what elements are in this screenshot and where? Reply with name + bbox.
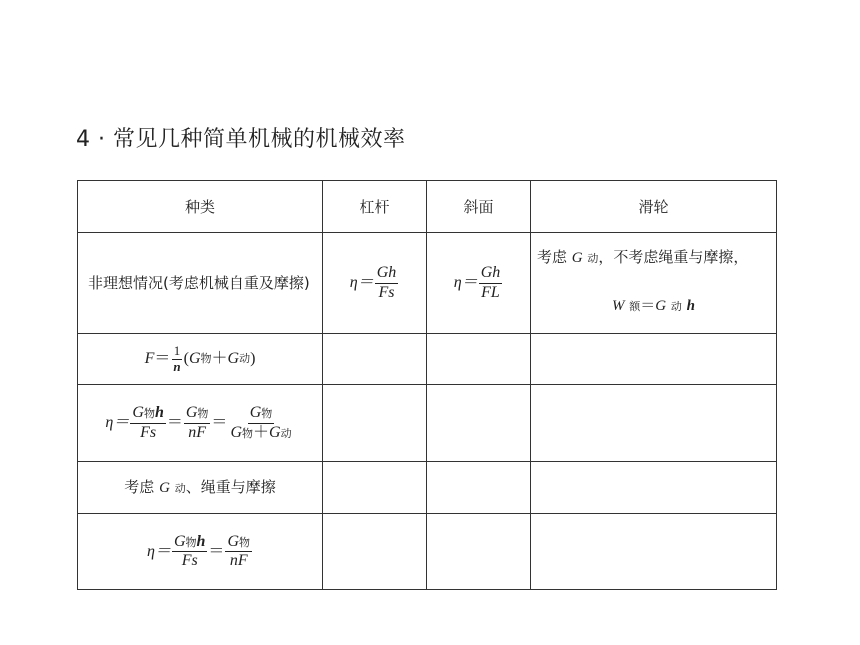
empty-cell xyxy=(427,514,531,590)
non-ideal-label: 非理想情况(考虑机械自重及摩擦) xyxy=(78,233,323,334)
empty-cell xyxy=(427,462,531,514)
extra-work-formula: W 额＝G 动 h xyxy=(611,296,696,314)
empty-cell xyxy=(531,514,777,590)
empty-cell xyxy=(323,385,427,462)
force-formula: F ＝ $\frac{1}{n}$ ( G 物 ＋ G 动 ) xyxy=(78,334,323,385)
table-row xyxy=(78,334,777,385)
pulley-non-ideal-cell xyxy=(531,233,777,334)
empty-cell xyxy=(531,385,777,462)
consider-all-label: 考虑 G 动、绳重与摩擦 xyxy=(78,462,323,514)
table-row xyxy=(78,514,777,590)
header-incline: 斜面 xyxy=(427,181,531,233)
empty-cell xyxy=(323,514,427,590)
empty-cell xyxy=(427,385,531,462)
table-row xyxy=(78,462,777,514)
efficiency-table xyxy=(77,180,777,590)
efficiency-formula-real: η＝ $\frac{\text{G物h}}{Fs}$ ＝ $\frac{\text{G物}}{nF}$ xyxy=(78,514,323,590)
empty-cell xyxy=(427,334,531,385)
incline-efficiency-formula: η＝ $\frac{Gh}{FL}$ xyxy=(427,233,531,334)
table-row xyxy=(78,385,777,462)
header-pulley: 滑轮 xyxy=(531,181,777,233)
header-lever: 杠杆 xyxy=(323,181,427,233)
empty-cell xyxy=(323,334,427,385)
empty-cell xyxy=(531,334,777,385)
lever-efficiency-formula: η＝ $\frac{Gh}{Fs}$ xyxy=(323,233,427,334)
table-header-row xyxy=(78,181,777,233)
table-row xyxy=(78,233,777,334)
empty-cell xyxy=(531,462,777,514)
efficiency-formula-ideal: η＝ $\frac{\text{G物h}}{Fs}$ ＝ $\frac{\text{G物}}{nF}$ ＝ $\frac{\text{G物}}{\text{G物＋G动}}$ xyxy=(78,385,323,462)
page-title: 4 · 常见几种简单机械的机械效率 xyxy=(76,127,406,152)
header-type: 种类 xyxy=(78,181,323,233)
pulley-condition-text: 考虑 G 动，不考虑绳重与摩擦， xyxy=(537,248,749,266)
empty-cell xyxy=(323,462,427,514)
